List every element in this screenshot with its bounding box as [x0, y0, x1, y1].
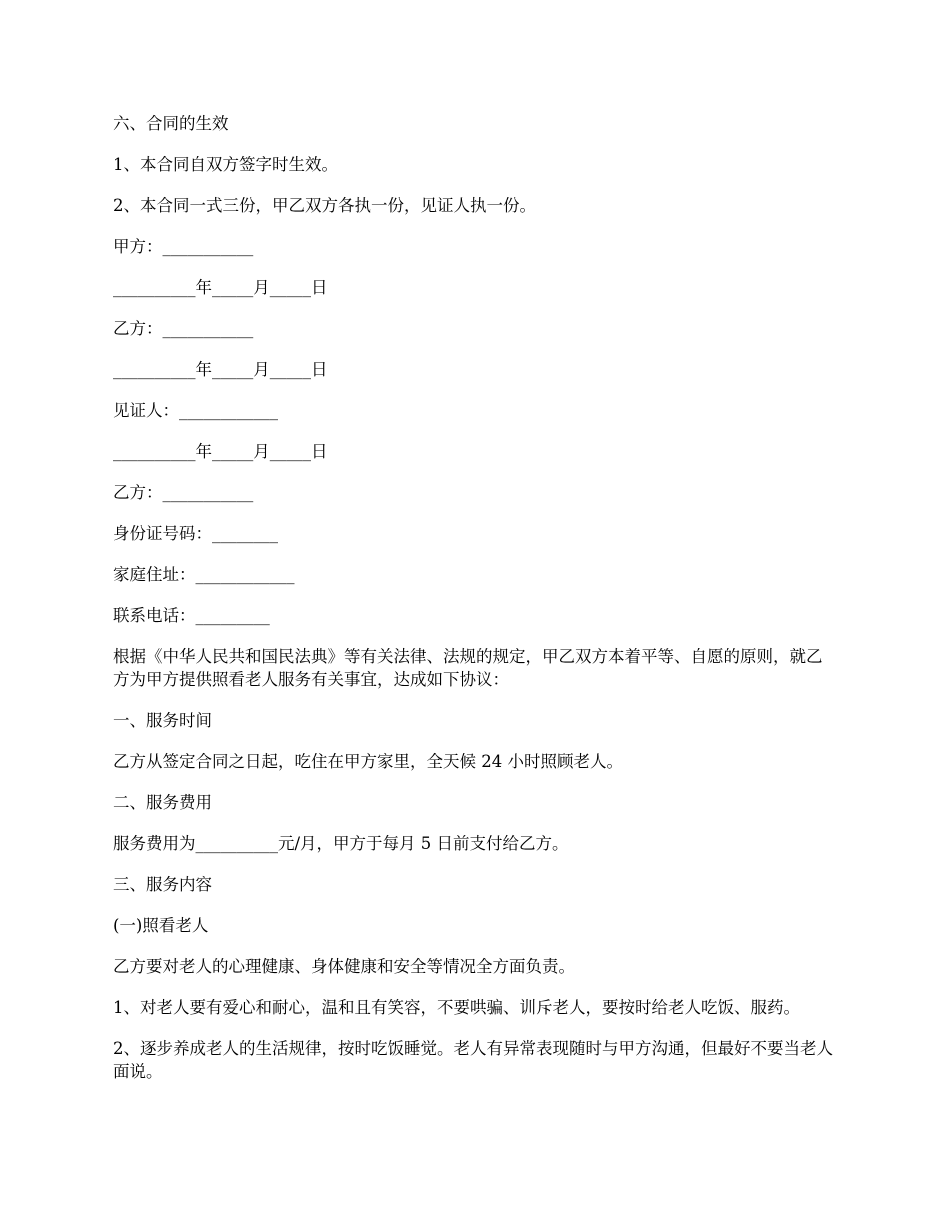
elder-care-item-2: 2、逐步养成老人的生活规律，按时吃饭睡觉。老人有异常表现随时与甲方沟通，但最好不要当老人面说。	[113, 1039, 833, 1081]
section-heading-service-content: 三、服务内容	[113, 875, 212, 894]
signature-party-a: 甲方：___________	[113, 237, 254, 256]
clause-effective-on-signing: 1、本合同自双方签字时生效。	[113, 155, 338, 174]
home-address-field: 家庭住址：____________	[113, 565, 295, 584]
date-line-party-b: __________年_____月_____日	[113, 360, 328, 379]
elder-care-responsibility: 乙方要对老人的心理健康、身体健康和安全等情况全方面负责。	[113, 957, 575, 976]
section-heading-service-fee: 二、服务费用	[113, 793, 212, 812]
signature-party-b: 乙方：___________	[113, 319, 254, 338]
service-fee-text: 服务费用为__________元/月，甲方于每月 5 日前支付给乙方。	[113, 834, 569, 853]
elder-care-item-1: 1、对老人要有爱心和耐心，温和且有笑容，不要哄骗、训斥老人，要按时给老人吃饭、服药。	[113, 998, 800, 1017]
signature-witness: 见证人：____________	[113, 401, 278, 420]
service-time-text: 乙方从签定合同之日起，吃住在甲方家里，全天候 24 小时照顾老人。	[113, 752, 623, 771]
date-line-witness: __________年_____月_____日	[113, 442, 328, 461]
party-b-name-field: 乙方：___________	[113, 483, 254, 502]
section-heading-contract-effect: 六、合同的生效	[113, 114, 229, 133]
id-number-field: 身份证号码：________	[113, 524, 278, 543]
document-body	[113, 112, 838, 1101]
date-line-party-a: __________年_____月_____日	[113, 278, 328, 297]
phone-number-field: 联系电话：_________	[113, 606, 270, 625]
subsection-heading-elder-care: (一)照看老人	[113, 916, 209, 935]
section-heading-service-time: 一、服务时间	[113, 711, 212, 730]
preamble-paragraph: 根据《中华人民共和国民法典》等有关法律、法规的规定，甲乙双方本着平等、自愿的原则，就乙方为甲方提供照看老人服务有关事宜，达成如下协议：	[113, 647, 823, 689]
clause-three-copies: 2、本合同一式三份，甲乙双方各执一份，见证人执一份。	[113, 196, 536, 215]
